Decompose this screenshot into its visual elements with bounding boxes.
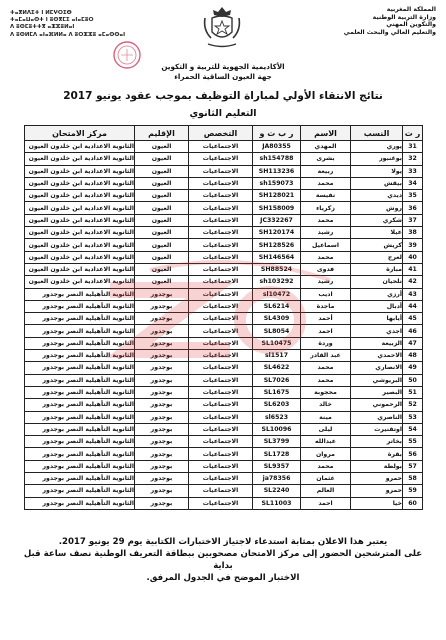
- cell-rank: 40: [403, 251, 423, 263]
- table-row: [25, 362, 423, 374]
- table-row: [25, 300, 423, 312]
- cell-exam-center: الثانوية التأهيلية النصر بوجدور: [25, 374, 135, 386]
- letterhead-line: ⴷ ⵓⵙⵍⵎⴷ ⴰⵏⴰⴼⵍⵍⴰ ⴷ ⵓⵔⵣⵣⵓ ⴰⵎⴰⵙⵙⴰⵏ: [10, 31, 126, 38]
- cell-firstname: رشيد: [301, 276, 351, 288]
- table-header-row: [25, 126, 423, 141]
- cell-firstname: محجوبة: [301, 386, 351, 398]
- cell-province: العيون: [135, 153, 189, 165]
- cell-rank: 50: [403, 374, 423, 386]
- cell-specialty: الاجتماعيات: [189, 263, 253, 275]
- cell-rank: 42: [403, 276, 423, 288]
- cell-lastname: بخاتر: [351, 436, 403, 448]
- academy-header: [0, 62, 446, 81]
- cell-firstname: خالد: [301, 399, 351, 411]
- cell-specialty: الاجتماعيات: [189, 288, 253, 300]
- cell-specialty: الاجتماعيات: [189, 473, 253, 485]
- cell-cin: SH158009: [253, 202, 301, 214]
- letterhead-arabic: [308, 6, 436, 36]
- cell-firstname: عثمان: [301, 473, 351, 485]
- cell-lastname: البصير: [351, 386, 403, 398]
- notice-line-2: على المترشحين الحضور إلى مركز الامتحان مصحوبين ببطاقة التعريف الوطنية نصف ساعة قبل بداية: [23, 549, 423, 571]
- cell-rank: 39: [403, 239, 423, 251]
- cell-cin: SL3799: [253, 436, 301, 448]
- table-row: [25, 227, 423, 239]
- table-row: [25, 153, 423, 165]
- letterhead-line: ⴷ ⵓⵙⵎⵓⵜⵜⴳ ⴰⵣⵣⵓⵍⴰⵏ: [10, 24, 75, 31]
- table-row: [25, 423, 423, 435]
- cell-province: العيون: [135, 276, 189, 288]
- cell-specialty: الاجتماعيات: [189, 399, 253, 411]
- cell-exam-center: الثانوية التأهيلية النصر بوجدور: [25, 288, 135, 300]
- cell-province: بوجدور: [135, 411, 189, 423]
- cell-exam-center: الثانوية الاعدادية ابن خلدون العيون: [25, 141, 135, 153]
- cell-exam-center: الثانوية الاعدادية ابن خلدون العيون: [25, 276, 135, 288]
- cell-firstname: ربيعة: [301, 165, 351, 177]
- cell-firstname: عبدالله: [301, 436, 351, 448]
- cell-cin: sl10472: [253, 288, 301, 300]
- cell-specialty: الاجتماعيات: [189, 214, 253, 226]
- cell-rank: 36: [403, 202, 423, 214]
- results-body: [25, 141, 423, 510]
- cell-exam-center: الثانوية الاعدادية ابن خلدون العيون: [25, 153, 135, 165]
- cell-exam-center: الثانوية الاعدادية ابن خلدون العيون: [25, 165, 135, 177]
- cell-exam-center: الثانوية التأهيلية النصر بوجدور: [25, 337, 135, 349]
- cell-rank: 59: [403, 485, 423, 497]
- cell-specialty: الاجتماعيات: [189, 460, 253, 472]
- cell-rank: 46: [403, 325, 423, 337]
- cell-specialty: الاجتماعيات: [189, 325, 253, 337]
- cell-province: بوجدور: [135, 423, 189, 435]
- cell-specialty: الاجتماعيات: [189, 497, 253, 509]
- cell-cin: SL2240: [253, 485, 301, 497]
- cell-firstname: محمد: [301, 214, 351, 226]
- cell-specialty: الاجتماعيات: [189, 313, 253, 325]
- header-lastname: النسب: [351, 126, 403, 141]
- cell-lastname: حمرو: [351, 485, 403, 497]
- cell-firstname: أحمد: [301, 313, 351, 325]
- table-row: [25, 177, 423, 189]
- cell-rank: 57: [403, 460, 423, 472]
- table-row: [25, 141, 423, 153]
- cell-lastname: شكري: [351, 214, 403, 226]
- letterhead-line: وزارة التربية الوطنية: [372, 13, 436, 21]
- cell-exam-center: الثانوية التأهيلية النصر بوجدور: [25, 411, 135, 423]
- cell-rank: 55: [403, 436, 423, 448]
- cell-lastname: اجدي: [351, 325, 403, 337]
- cell-specialty: الاجتماعيات: [189, 362, 253, 374]
- cell-lastname: أرزي: [351, 288, 403, 300]
- cell-firstname: اسماعيل: [301, 239, 351, 251]
- cell-firstname: العالم: [301, 485, 351, 497]
- cell-lastname: الانصاري: [351, 362, 403, 374]
- cell-rank: 56: [403, 448, 423, 460]
- region-name: جهة العيون الساقية الحمراء: [174, 71, 272, 81]
- letterhead-line: ⵜⴰⴳⵍⴷⵉⵜ ⵏ ⵍⵎⵖⵔⵉⴱ: [10, 10, 72, 16]
- cell-cin: SL1675: [253, 386, 301, 398]
- cell-lastname: ديدي: [351, 190, 403, 202]
- cell-rank: 53: [403, 411, 423, 423]
- table-row: [25, 473, 423, 485]
- cell-specialty: الاجتماعيات: [189, 227, 253, 239]
- header-specialty: التخصص: [189, 126, 253, 141]
- letterhead-line: والتعليم العالي والبحث العلمي: [343, 28, 436, 36]
- cell-lastname: البريوشي: [351, 374, 403, 386]
- table-row: [25, 251, 423, 263]
- cell-rank: 47: [403, 337, 423, 349]
- cell-firstname: عبد القادر: [301, 350, 351, 362]
- cell-exam-center: الثانوية التأهيلية النصر بوجدور: [25, 497, 135, 509]
- cell-province: بوجدور: [135, 350, 189, 362]
- cell-province: العيون: [135, 251, 189, 263]
- cell-specialty: الاجتماعيات: [189, 202, 253, 214]
- table-row: [25, 350, 423, 362]
- cell-rank: 58: [403, 473, 423, 485]
- cell-lastname: اوتقنيرت: [351, 423, 403, 435]
- cell-province: بوجدور: [135, 337, 189, 349]
- kingdom-emblem-icon: [200, 4, 244, 50]
- header-firstname: الاسم: [301, 126, 351, 141]
- table-row: [25, 374, 423, 386]
- cell-cin: SL7026: [253, 374, 301, 386]
- cell-exam-center: الثانوية الاعدادية ابن خلدون العيون: [25, 190, 135, 202]
- cell-specialty: الاجتماعيات: [189, 165, 253, 177]
- table-row: [25, 288, 423, 300]
- cell-firstname: ليلى: [301, 423, 351, 435]
- table-row: [25, 190, 423, 202]
- cell-exam-center: الثانوية التأهيلية النصر بوجدور: [25, 350, 135, 362]
- cell-firstname: نفيسة: [301, 190, 351, 202]
- cell-cin: ja78356: [253, 473, 301, 485]
- notice-line-3: الاختبار الموضح في الجدول المرفق.: [146, 573, 300, 583]
- cell-rank: 34: [403, 177, 423, 189]
- cell-cin: SL1728: [253, 448, 301, 460]
- cell-rank: 45: [403, 313, 423, 325]
- cell-exam-center: الثانوية الاعدادية ابن خلدون العيون: [25, 263, 135, 275]
- cell-firstname: مينة: [301, 411, 351, 423]
- cell-province: بوجدور: [135, 374, 189, 386]
- cell-lastname: نلحيان: [351, 276, 403, 288]
- cell-cin: sh103292: [253, 276, 301, 288]
- cell-lastname: يوري: [351, 141, 403, 153]
- cell-firstname: محمد: [301, 177, 351, 189]
- letterhead-tifinagh: [10, 10, 138, 39]
- cell-province: بوجدور: [135, 288, 189, 300]
- cell-firstname: محمد: [301, 460, 351, 472]
- cell-province: العيون: [135, 239, 189, 251]
- cell-specialty: الاجتماعيات: [189, 411, 253, 423]
- cell-exam-center: الثانوية الاعدادية ابن خلدون العيون: [25, 214, 135, 226]
- cell-lastname: أيابها: [351, 313, 403, 325]
- table-row: [25, 325, 423, 337]
- notice: [16, 536, 430, 584]
- cell-firstname: محمد: [301, 362, 351, 374]
- cell-cin: SL11003: [253, 497, 301, 509]
- table-row: [25, 276, 423, 288]
- cell-province: العيون: [135, 202, 189, 214]
- cell-specialty: الاجتماعيات: [189, 177, 253, 189]
- cell-cin: SH88524: [253, 263, 301, 275]
- cell-rank: 44: [403, 300, 423, 312]
- cell-lastname: بوغنبور: [351, 153, 403, 165]
- cell-cin: sh154788: [253, 153, 301, 165]
- cell-lastname: بيقش: [351, 177, 403, 189]
- cell-specialty: الاجتماعيات: [189, 276, 253, 288]
- cell-province: العيون: [135, 214, 189, 226]
- cell-province: بوجدور: [135, 325, 189, 337]
- cell-exam-center: الثانوية التأهيلية النصر بوجدور: [25, 399, 135, 411]
- cell-cin: sl6523: [253, 411, 301, 423]
- cell-specialty: الاجتماعيات: [189, 374, 253, 386]
- table-row: [25, 497, 423, 509]
- cell-province: بوجدور: [135, 300, 189, 312]
- cell-exam-center: الثانوية التأهيلية النصر بوجدور: [25, 325, 135, 337]
- cell-firstname: المهدي: [301, 141, 351, 153]
- cell-lastname: أدبال: [351, 300, 403, 312]
- cell-province: بوجدور: [135, 473, 189, 485]
- cell-province: العيون: [135, 165, 189, 177]
- table-row: [25, 386, 423, 398]
- cell-firstname: اديب: [301, 288, 351, 300]
- cell-exam-center: الثانوية التأهيلية النصر بوجدور: [25, 362, 135, 374]
- cell-lastname: الاحمدي: [351, 350, 403, 362]
- cell-cin: SH128021: [253, 190, 301, 202]
- cell-rank: 33: [403, 165, 423, 177]
- table-row: [25, 202, 423, 214]
- cell-lastname: الزبيعة: [351, 337, 403, 349]
- cell-lastname: روش: [351, 202, 403, 214]
- cell-rank: 54: [403, 423, 423, 435]
- cell-specialty: الاجتماعيات: [189, 153, 253, 165]
- cell-cin: SL9357: [253, 460, 301, 472]
- cell-firstname: فدوى: [301, 263, 351, 275]
- cell-firstname: محمد: [301, 374, 351, 386]
- cell-cin: JA80355: [253, 141, 301, 153]
- page-title: نتائج الانتقاء الأولي لمباراة التوظيف بموجب عقود يونيو 2017: [63, 90, 383, 102]
- table-row: [25, 399, 423, 411]
- cell-exam-center: الثانوية الاعدادية ابن خلدون العيون: [25, 251, 135, 263]
- cell-lastname: كريش: [351, 239, 403, 251]
- cell-exam-center: الثانوية الاعدادية ابن خلدون العيون: [25, 239, 135, 251]
- table-row: [25, 263, 423, 275]
- letterhead-line: ⵜⴰⵎⴰⵡⴰⵙⵜ ⵏ ⵓⵙⴳⵎⵉ ⴰⵏⴰⵎⵓⵔ: [10, 17, 94, 24]
- cell-lastname: بقرة: [351, 448, 403, 460]
- cell-province: بوجدور: [135, 497, 189, 509]
- cell-firstname: مروان: [301, 448, 351, 460]
- cell-firstname: رشيد: [301, 227, 351, 239]
- cell-cin: SH113236: [253, 165, 301, 177]
- cell-rank: 32: [403, 153, 423, 165]
- cell-lastname: مبارة: [351, 263, 403, 275]
- cell-specialty: الاجتماعيات: [189, 436, 253, 448]
- cell-rank: 48: [403, 350, 423, 362]
- cell-firstname: محمد: [301, 251, 351, 263]
- cell-province: بوجدور: [135, 436, 189, 448]
- cell-exam-center: الثانوية التأهيلية النصر بوجدور: [25, 460, 135, 472]
- cell-province: العيون: [135, 263, 189, 275]
- cell-rank: 49: [403, 362, 423, 374]
- cell-exam-center: الثانوية التأهيلية النصر بوجدور: [25, 300, 135, 312]
- cell-specialty: الاجتماعيات: [189, 337, 253, 349]
- cell-province: العيون: [135, 227, 189, 239]
- cell-rank: 51: [403, 386, 423, 398]
- cell-cin: SL8054: [253, 325, 301, 337]
- cell-cin: SL10096: [253, 423, 301, 435]
- cell-rank: 52: [403, 399, 423, 411]
- cell-province: بوجدور: [135, 448, 189, 460]
- cell-firstname: احمد: [301, 325, 351, 337]
- cell-lastname: خيا: [351, 497, 403, 509]
- cell-exam-center: الثانوية التأهيلية النصر بوجدور: [25, 386, 135, 398]
- cell-exam-center: الثانوية التأهيلية النصر بوجدور: [25, 313, 135, 325]
- table-row: [25, 165, 423, 177]
- cell-exam-center: الثانوية التأهيلية النصر بوجدور: [25, 448, 135, 460]
- cell-province: بوجدور: [135, 399, 189, 411]
- cell-exam-center: الثانوية التأهيلية النصر بوجدور: [25, 423, 135, 435]
- cell-province: العيون: [135, 190, 189, 202]
- cell-firstname: وردة: [301, 337, 351, 349]
- cell-exam-center: الثانوية التأهيلية النصر بوجدور: [25, 436, 135, 448]
- header-rank: ر ت: [403, 126, 423, 141]
- cell-lastname: بولطة: [351, 460, 403, 472]
- cell-exam-center: الثانوية التأهيلية النصر بوجدور: [25, 485, 135, 497]
- table-row: [25, 239, 423, 251]
- table-row: [25, 411, 423, 423]
- cell-firstname: بشرى: [301, 153, 351, 165]
- cell-cin: SL4309: [253, 313, 301, 325]
- cell-specialty: الاجتماعيات: [189, 485, 253, 497]
- cell-firstname: ماجدة: [301, 300, 351, 312]
- cell-cin: SH128526: [253, 239, 301, 251]
- cell-exam-center: الثانوية الاعدادية ابن خلدون العيون: [25, 227, 135, 239]
- cell-specialty: الاجتماعيات: [189, 448, 253, 460]
- cell-province: بوجدور: [135, 386, 189, 398]
- page-subtitle: التعليم الثانوي: [189, 108, 257, 119]
- cell-province: بوجدور: [135, 460, 189, 472]
- cell-specialty: الاجتماعيات: [189, 190, 253, 202]
- table-row: [25, 460, 423, 472]
- cell-specialty: الاجتماعيات: [189, 300, 253, 312]
- table-row: [25, 313, 423, 325]
- cell-rank: 31: [403, 141, 423, 153]
- cell-rank: 41: [403, 263, 423, 275]
- cell-specialty: الاجتماعيات: [189, 141, 253, 153]
- cell-lastname: حمرو: [351, 473, 403, 485]
- table-row: [25, 436, 423, 448]
- results-table: [24, 125, 423, 510]
- cell-lastname: الرحموني: [351, 399, 403, 411]
- cell-lastname: لعرج: [351, 251, 403, 263]
- cell-lastname: عيلا: [351, 227, 403, 239]
- cell-cin: SL4622: [253, 362, 301, 374]
- cell-lastname: يولا: [351, 165, 403, 177]
- cell-province: بوجدور: [135, 313, 189, 325]
- cell-exam-center: الثانوية الاعدادية ابن خلدون العيون: [25, 202, 135, 214]
- cell-firstname: احمد: [301, 497, 351, 509]
- cell-specialty: الاجتماعيات: [189, 350, 253, 362]
- cell-province: العيون: [135, 177, 189, 189]
- cell-specialty: الاجتماعيات: [189, 251, 253, 263]
- cell-rank: 60: [403, 497, 423, 509]
- cell-cin: SL10475: [253, 337, 301, 349]
- notice-line-1: يعتبر هذا الاعلان بمثابة استدعاء لاجتياز الاختبارات الكتابية يوم 29 يونيو 2017.: [58, 537, 388, 547]
- table-row: [25, 337, 423, 349]
- cell-firstname: زكرياء: [301, 202, 351, 214]
- cell-cin: SL6203: [253, 399, 301, 411]
- cell-cin: SH120174: [253, 227, 301, 239]
- letterhead: [0, 0, 446, 60]
- academy-name: الأكاديمية الجهوية للتربية و التكوين: [161, 62, 285, 71]
- table-row: [25, 448, 423, 460]
- cell-rank: 43: [403, 288, 423, 300]
- cell-lastname: الناصري: [351, 411, 403, 423]
- cell-cin: SH146564: [253, 251, 301, 263]
- cell-rank: 38: [403, 227, 423, 239]
- cell-rank: 37: [403, 214, 423, 226]
- cell-specialty: الاجتماعيات: [189, 386, 253, 398]
- letterhead-line: المملكة المغربية: [386, 6, 436, 13]
- cell-specialty: الاجتماعيات: [189, 423, 253, 435]
- cell-rank: 35: [403, 190, 423, 202]
- cell-province: بوجدور: [135, 485, 189, 497]
- cell-exam-center: الثانوية التأهيلية النصر بوجدور: [25, 473, 135, 485]
- cell-exam-center: الثانوية الاعدادية ابن خلدون العيون: [25, 177, 135, 189]
- header-exam-center: مركز الامتحان: [25, 126, 135, 141]
- cell-specialty: الاجتماعيات: [189, 239, 253, 251]
- cell-province: بوجدور: [135, 362, 189, 374]
- cell-cin: JC332267: [253, 214, 301, 226]
- letterhead-line: والتكوين المهني: [386, 21, 436, 29]
- table-row: [25, 485, 423, 497]
- cell-province: العيون: [135, 141, 189, 153]
- cell-cin: sl1517: [253, 350, 301, 362]
- table-row: [25, 214, 423, 226]
- cell-cin: sh159073: [253, 177, 301, 189]
- cell-cin: SL6214: [253, 300, 301, 312]
- header-province: الإقليم: [135, 126, 189, 141]
- header-cin: ر ب ت و: [253, 126, 301, 141]
